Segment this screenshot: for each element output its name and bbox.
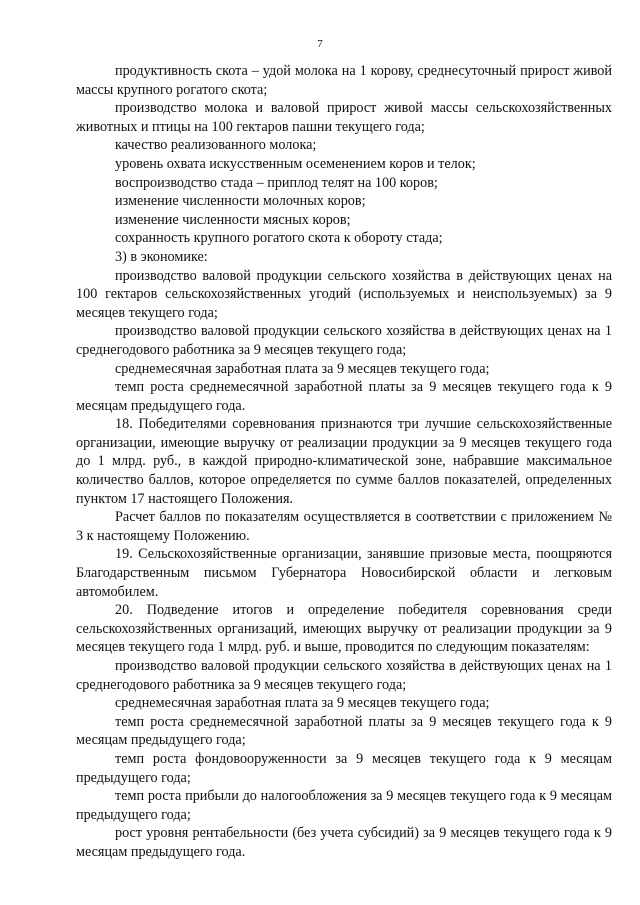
page-number: 7 [317,38,323,50]
paragraph: темп роста среднемесячной заработной платы за 9 месяцев текущего года к 9 месяцам предыдущего года. [76,379,612,414]
paragraph: качество реализованного молока; [115,137,317,154]
paragraph: продуктивность скота – удой молока на 1 корову, среднесуточный прирост живой массы крупного рогатого скота; [76,63,612,98]
paragraph: Расчет баллов по показателям осуществляется в соответствии с приложением № 3 к настоящему Положению. [76,509,612,544]
paragraph: воспроизводство стада – приплод телят на 100 коров; [115,174,438,191]
clause-19: 19. Сельскохозяйственные организации, занявшие призовые места, поощряются Благодарственным письмом Губернатора Новосибирской области и легковым автомобилем. [76,546,612,600]
paragraph: производство валовой продукции сельского хозяйства в действующих ценах на 1 среднегодового работника за 9 месяцев текущего года; [76,323,612,358]
clause-20: 20. Подведение итогов и определение победителя соревнования среди сельскохозяйственных организаций, имеющих выручку от реализации продукции за 9 месяцев текущего года 1 млрд. руб. и выше, проводится по следующим показателям: [76,602,612,656]
paragraph: уровень охвата искусственным осеменением коров и телок; [115,155,476,172]
paragraph: изменение численности молочных коров; [115,193,366,210]
paragraph: среднемесячная заработная плата за 9 месяцев текущего года; [115,695,490,712]
paragraph: производство валовой продукции сельского хозяйства в действующих ценах на 100 гектаров сельскохозяйственных угодий (используемых и неиспользуемых) за 9 месяцев текущего года; [76,267,612,321]
section-heading: 3) в экономике: [115,248,208,265]
paragraph: производство валовой продукции сельского хозяйства в действующих ценах на 1 среднегодового работника за 9 месяцев текущего года; [76,658,612,693]
paragraph: изменение численности мясных коров; [115,211,351,228]
paragraph: среднемесячная заработная плата за 9 месяцев текущего года; [115,360,490,377]
paragraph: рост уровня рентабельности (без учета субсидий) за 9 месяцев текущего года к 9 месяцам предыдущего года. [76,825,612,860]
paragraph: темп роста среднемесячной заработной платы за 9 месяцев текущего года к 9 месяцам предыдущего года; [76,713,612,749]
paragraph: темп роста фондовооруженности за 9 месяцев текущего года к 9 месяцам предыдущего года; [76,750,612,786]
paragraph: производство молока и валовой прирост живой массы сельскохозяйственных животных и птицы на 100 гектаров пашни текущего года; [76,100,612,135]
paragraph: сохранность крупного рогатого скота к обороту стада; [115,230,443,247]
clause-18: 18. Победителями соревнования признаются три лучшие сельскохозяйственные организации, имеющие выручку от реализации продукции за 9 месяцев текущего года до 1 млрд. руб., в каждой природно-климатической зоне, набравшие максимальное количество баллов, которое определяется по сумме баллов показателей, определенных пунктом 17 настоящего Положения. [76,416,612,507]
document-body [76,62,612,862]
paragraph: темп роста прибыли до налогообложения за 9 месяцев текущего года к 9 месяцам предыдущего года; [76,788,612,823]
